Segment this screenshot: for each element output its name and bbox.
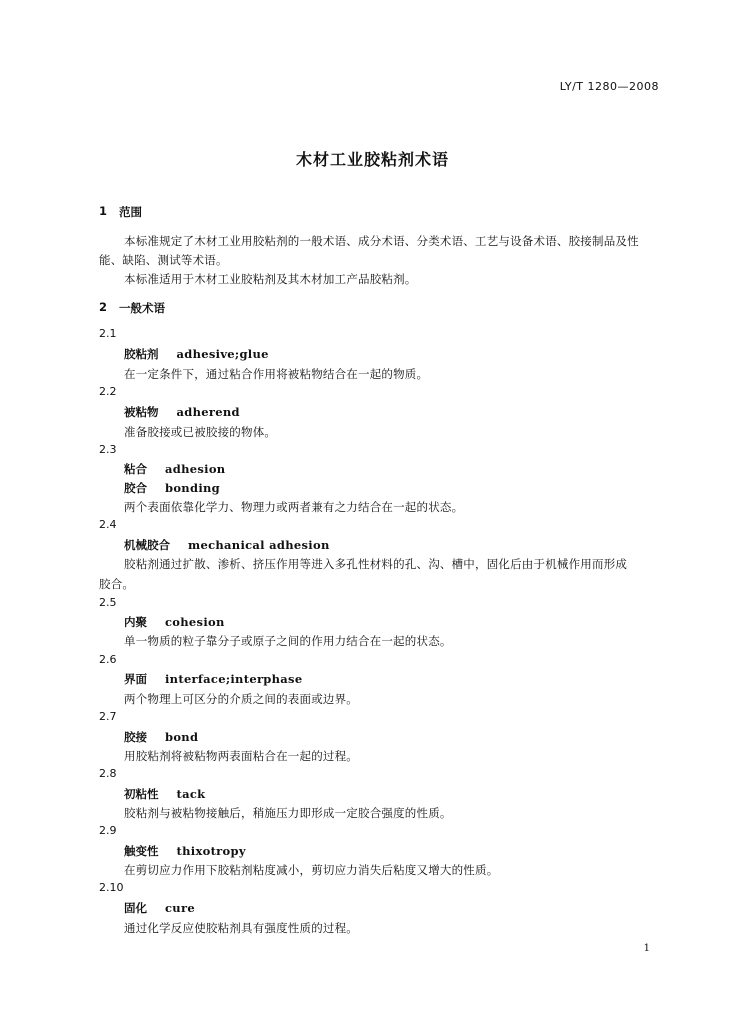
term-entry: [124, 729, 198, 745]
term-english: cure: [165, 901, 195, 915]
term-english: bonding: [165, 481, 220, 495]
standard-number: LY/T 1280—2008: [559, 80, 659, 93]
term-entry: [124, 346, 269, 362]
document-title: 木材工业胶粘剂术语: [295, 150, 449, 169]
term-chinese: 胶接: [124, 730, 147, 744]
term-entry: [124, 843, 246, 859]
term-number: 2.10: [99, 881, 124, 894]
term-number: 2.1: [99, 327, 117, 340]
term-number: 2.3: [99, 443, 117, 456]
term-chinese: 胶合: [124, 481, 147, 495]
scope-paragraph-line-1: 本标准规定了木材工业用胶粘剂的一般术语、成分术语、分类术语、工艺与设备术语、胶接制品及性: [124, 234, 639, 248]
section-2-number: 2: [99, 300, 108, 314]
term-definition: 在剪切应力作用下胶粘剂粘度减小，剪切应力消失后粘度又增大的性质。: [124, 863, 499, 877]
term-chinese: 内聚: [124, 615, 147, 629]
term-number: 2.9: [99, 824, 117, 837]
term-definition: 两个表面依靠化学力、物理力或两者兼有之力结合在一起的状态。: [124, 500, 464, 514]
term-chinese: 固化: [124, 901, 147, 915]
term-entry-synonym: [124, 480, 220, 496]
term-number: 2.6: [99, 653, 117, 666]
term-number: 2.8: [99, 767, 117, 780]
term-definition: 单一物质的粒子靠分子或原子之间的作用力结合在一起的状态。: [124, 634, 452, 648]
term-english: cohesion: [165, 615, 225, 629]
term-entry: [124, 461, 225, 477]
term-number: 2.4: [99, 518, 117, 531]
scope-paragraph-2: 本标准适用于木材工业胶粘剂及其木材加工产品胶粘剂。: [124, 272, 417, 286]
term-chinese: 机械胶合: [124, 538, 170, 552]
term-chinese: 粘合: [124, 462, 147, 476]
term-english: adherend: [176, 405, 240, 419]
term-chinese: 被粘物: [124, 405, 159, 419]
term-definition: 在一定条件下，通过粘合作用将被粘物结合在一起的物质。: [124, 367, 429, 381]
term-entry: [124, 404, 240, 420]
term-number: 2.2: [99, 385, 117, 398]
section-1-heading: 范围: [119, 205, 142, 219]
term-chinese: 触变性: [124, 844, 159, 858]
term-number: 2.5: [99, 596, 117, 609]
section-1-number: 1: [99, 204, 108, 218]
term-english: bond: [165, 730, 199, 744]
term-entry: [124, 900, 195, 916]
term-entry: [124, 671, 302, 687]
term-english: interface;interphase: [165, 672, 303, 686]
term-chinese: 胶粘剂: [124, 347, 159, 361]
term-english: adhesive;glue: [176, 347, 269, 361]
term-entry: [124, 786, 205, 802]
term-chinese: 界面: [124, 672, 147, 686]
term-definition: 准备胶接或已被胶接的物体。: [124, 425, 277, 439]
term-definition: 胶粘剂通过扩散、渗析、挤压作用等进入多孔性材料的孔、沟、槽中，固化后由于机械作用而形成: [124, 557, 628, 571]
term-english: tack: [176, 787, 206, 801]
term-english: mechanical adhesion: [188, 538, 330, 552]
term-definition-continued: 胶合。: [99, 577, 135, 591]
scope-paragraph-line-2: 能、缺陷、测试等术语。: [99, 253, 228, 267]
page-number: 1: [643, 943, 650, 954]
term-definition: 通过化学反应使胶粘剂具有强度性质的过程。: [124, 921, 358, 935]
section-2-heading: 一般术语: [119, 301, 165, 315]
term-definition: 用胶粘剂将被粘物两表面粘合在一起的过程。: [124, 749, 358, 763]
term-definition: 胶粘剂与被粘物接触后，稍施压力即形成一定胶合强度的性质。: [124, 806, 452, 820]
term-chinese: 初粘性: [124, 787, 159, 801]
term-english: thixotropy: [176, 844, 246, 858]
term-entry: [124, 614, 225, 630]
term-english: adhesion: [165, 462, 226, 476]
term-number: 2.7: [99, 710, 117, 723]
term-entry: [124, 537, 330, 553]
term-definition: 两个物理上可区分的介质之间的表面或边界。: [124, 692, 358, 706]
